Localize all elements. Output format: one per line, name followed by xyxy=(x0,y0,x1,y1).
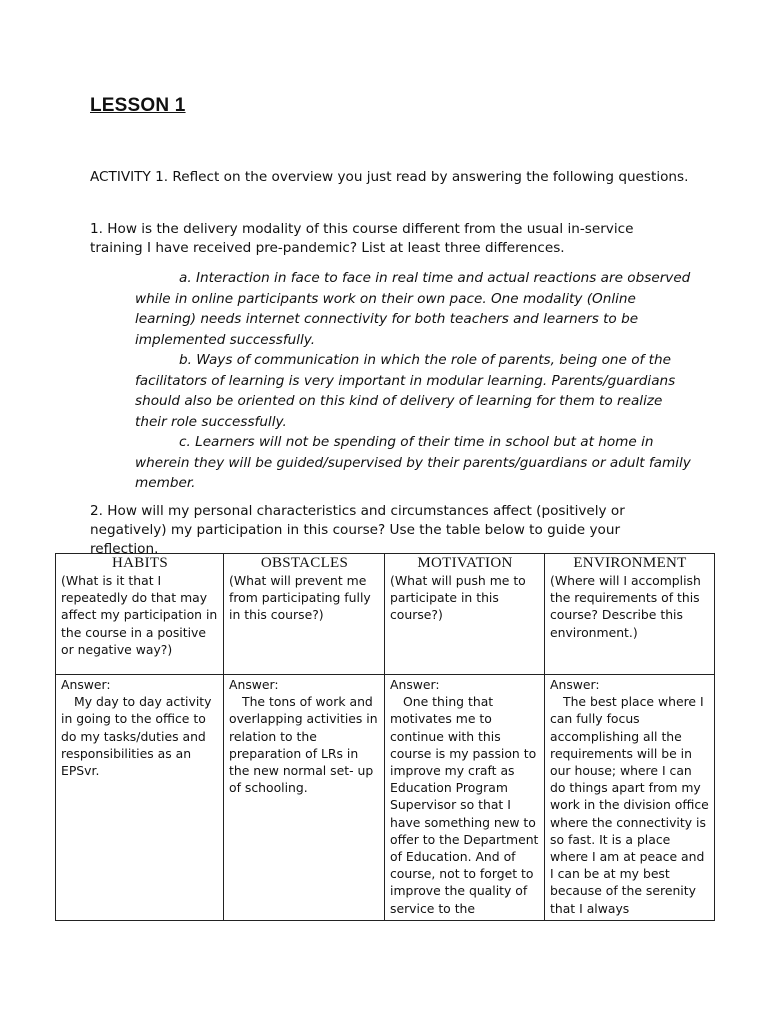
habits-header-cell xyxy=(56,554,224,675)
column-prompt: (Where will I accomplish the requirements of this course? Describe this environment.) xyxy=(550,573,701,640)
environment-header-cell xyxy=(545,554,715,675)
question-2: 2. How will my personal characteristics and circumstances affect (positively or negatively) my participation in this course? Use the table below to guide your reflection. xyxy=(90,503,625,557)
table-answer-row xyxy=(56,675,715,921)
answer-label: Answer: xyxy=(229,677,279,692)
habits-answer-cell xyxy=(56,675,224,921)
answer-label: Answer: xyxy=(61,677,111,692)
column-title: MOTIVATION xyxy=(417,555,513,571)
question-1-answers xyxy=(135,268,695,494)
activity-text: . Reflect on the overview you just read by answering the following questions. xyxy=(163,169,689,185)
column-prompt: (What will push me to participate in this course?) xyxy=(390,573,526,623)
motivation-answer-cell xyxy=(385,675,545,921)
answer-text: The tons of work and overlapping activities in relation to the preparation of LRs in the new normal set- up of schooling. xyxy=(229,694,378,796)
answer-item: c. Learners will not be spending of their time in school but at home in wherein they will be guided/supervised by their parents/guardians or adult family member. xyxy=(135,434,691,491)
activity-instruction xyxy=(90,168,690,187)
answer-item: a. Interaction in face to face in real time and actual reactions are observed while in online participants work on their own pace. One modality (Online learning) needs internet connectivity for both teachers and learners to be implemented successfully. xyxy=(135,270,691,348)
lesson-title: LESSON 1 xyxy=(90,95,186,116)
table-header-row xyxy=(56,554,715,675)
activity-label: ACTIVITY 1 xyxy=(90,169,164,185)
obstacles-header-cell xyxy=(224,554,385,675)
column-title: ENVIRONMENT xyxy=(573,555,687,571)
column-prompt: (What is it that I repeatedly do that may affect my participation in the course in a positive or negative way?) xyxy=(61,573,218,657)
obstacles-answer-cell xyxy=(224,675,385,921)
column-title: OBSTACLES xyxy=(260,555,349,571)
question-1: 1. How is the delivery modality of this course different from the usual in-service training I have received pre-pandemic? List at least three differences. xyxy=(90,221,634,256)
answer-label: Answer: xyxy=(390,677,440,692)
environment-answer-cell xyxy=(545,675,715,921)
answer-item: b. Ways of communication in which the role of parents, being one of the facilitators of learning is very important in modular learning. Parents/guardians should also be oriented on this kind of delivery of learning for them to realize their role successfully. xyxy=(135,352,676,430)
column-title: HABITS xyxy=(112,555,168,571)
column-prompt: (What will prevent me from participating fully in this course?) xyxy=(229,573,371,623)
answer-text: The best place where I can fully focus accomplishing all the requirements will be in our house; where I can do things apart from my work in the division office where the connectivity is so fast. It is a place where I am at peace and I can be at my best because of the serenity that I always xyxy=(550,694,709,916)
answer-label: Answer: xyxy=(550,677,600,692)
motivation-header-cell xyxy=(385,554,545,675)
reflection-table xyxy=(55,553,715,921)
answer-text: My day to day activity in going to the office to do my tasks/duties and responsibilities as an EPSvr. xyxy=(61,694,212,779)
answer-text: One thing that motivates me to continue with this course is my passion to improve my craft as Education Program Supervisor so that I have something new to offer to the Department of Education. And of course, not to forget to improve the quality of service to the xyxy=(390,694,539,916)
